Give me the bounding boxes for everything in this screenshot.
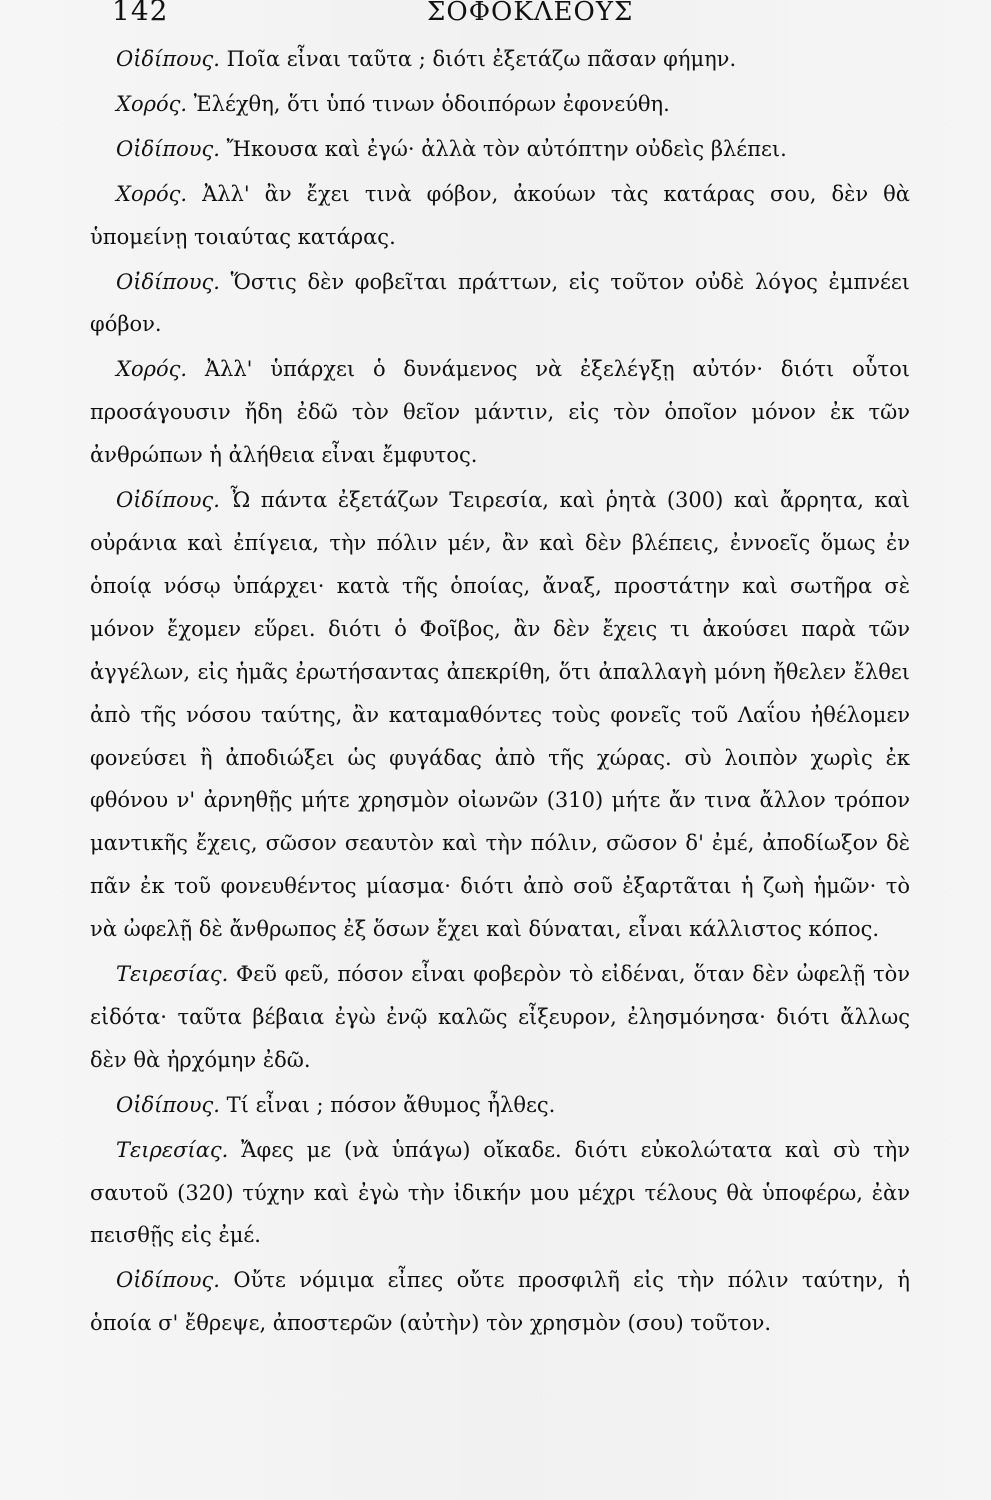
speech-text: Ἐλέχθη, ὅτι ὑπό τινων ὁδοιπόρων ἐφονεύθη. <box>193 91 670 116</box>
speech-text: Φεῦ φεῦ, πόσον εἶναι φοβερὸν τὸ εἰδέναι, ὅταν δὲν ὠφελῇ τὸν εἰδότα· ταῦτα βέβαια ἐγὼ ἐνῷ καλῶς εἶξευρον, ἐλησμόνησα· διότι ἄλλως δὲν θὰ ἠρχόμην ἐδῶ. <box>90 962 910 1072</box>
speech-text: Ποῖα εἶναι ταῦτα ; διότι ἐξετάζω πᾶσαν φήμην. <box>226 47 737 71</box>
speaker-name: Οἰδίπους. <box>116 47 220 71</box>
speaker-name: Χορός. <box>116 91 188 116</box>
speaker-name: Οἰδίπους. <box>116 136 220 161</box>
page-number: 142 <box>112 0 169 27</box>
dialogue-paragraph <box>90 479 910 951</box>
page-header <box>0 0 991 40</box>
speech-text: Ἀλλ' ἂν ἔχει τινὰ φόβον, ἀκούων τὰς κατάρας σου, δὲν θὰ ὑπομείνῃ τοιαύτας κατάρας. <box>90 181 910 249</box>
speaker-name: Οἰδίπους. <box>116 1268 220 1293</box>
speaker-name: Οἰδίπους. <box>116 1092 220 1117</box>
dialogue-paragraph <box>90 1259 910 1345</box>
dialogue-paragraph <box>90 173 910 259</box>
speech-text: Ἄφες με (νὰ ὑπάγω) οἴκαδε. διότι εὐκολώτατα καὶ σὺ τὴν σαυτοῦ (320) τύχην καὶ ἐγὼ τὴν ἰδικήν μου μέχρι τέλους θὰ ὑποφέρω, ἐὰν πεισθῇς εἰς ἐμέ. <box>90 1137 911 1248</box>
dialogue-paragraph <box>90 128 910 171</box>
speaker-name: Χορός. <box>116 181 188 206</box>
speech-text: Ὦ πάντα ἐξετάζων Τειρεσία, καὶ ῥητὰ (300) καὶ ἄρρητα, καὶ οὐράνια καὶ ἐπίγεια, τὴν πόλιν μέν, ἂν καὶ δὲν βλέπεις, ἐννοεῖς ὅμως ἐν ὁποίᾳ νόσῳ ὑπάρχει· κατὰ τῆς ὁποίας, ἄναξ, προστάτην καὶ σωτῆρα σὲ μόνον ἔχομεν εὕρει. διότι ὁ Φοῖβος, ἂν δὲν ἔχεις τι ἀκούσει παρὰ τῶν ἀγγέλων, εἰς ἡμᾶς ἐρωτήσαντας ἀπεκρίθη, ὅτι ἀπαλλαγὴ μόνη ἤθελεν ἔλθει ἀπὸ τῆς νόσου ταύτης, ἂν καταμαθόντες τοὺς φονεῖς τοῦ Λαΐου ἠθέλομεν φονεύσει ἢ ἀποδιώξει ὡς φυγάδας ἀπὸ τῆς χώρας. σὺ λοιπὸν χωρὶς ἐκ φθόνου ν' ἀρνηθῇς μήτε χρησμὸν οἰωνῶν (310) μήτε ἄν τινα ἄλλον τρόπον μαντικῆς ἔχεις, σῶσον σεαυτὸν καὶ τὴν πόλιν, σῶσον δ' ἐμέ, ἀποδίωξον δὲ πᾶν ἐκ τοῦ φονευθέντος μίασμα· διότι ἀπὸ σοῦ ἐξαρτᾶται ἡ ζωὴ ἡμῶν· τὸ νὰ ὠφελῇ δὲ ἄνθρωπος ἐξ ὅσων ἔχει καὶ δύναται, εἶναι κάλλιστος κόπος. <box>90 488 910 942</box>
dialogue-paragraph <box>90 83 910 126</box>
speaker-name: Χορός. <box>116 357 188 382</box>
dialogue-paragraph <box>90 348 910 477</box>
speech-text: Ὅστις δὲν φοβεῖται πράττων, εἰς τοῦτον οὐδὲ λόγος ἐμπνέει φόβον. <box>90 269 910 337</box>
speech-text: Οὔτε νόμιμα εἶπες οὔτε προσφιλῆ εἰς τὴν πόλιν ταύτην, ἡ ὁποία σ' ἔθρεψε, ἀποστερῶν (αὐτὴν) τὸν χρησμὸν (σου) τοῦτον. <box>90 1268 910 1336</box>
speech-text: Τί εἶναι ; πόσον ἄθυμος ἦλθες. <box>226 1092 556 1117</box>
running-head: ΣΟΦΟΚΛΕΟΥΣ <box>427 0 634 27</box>
dialogue-paragraph <box>90 953 910 1082</box>
speaker-name: Τειρεσίας. <box>116 1137 229 1162</box>
dialogue-text <box>90 38 910 1347</box>
dialogue-paragraph <box>90 1084 910 1127</box>
dialogue-paragraph <box>90 38 910 81</box>
speaker-name: Οἰδίπους. <box>116 488 220 513</box>
dialogue-paragraph <box>90 261 910 347</box>
dialogue-paragraph <box>90 1129 910 1258</box>
speech-text: Ἀλλ' ὑπάρχει ὁ δυνάμενος νὰ ἐξελέγξῃ αὐτόν· διότι οὗτοι προσάγουσιν ἤδη ἐδῶ τὸν θεῖον μάντιν, εἰς τὸν ὁποῖον μόνον ἐκ τῶν ἀνθρώπων ἡ ἀλήθεια εἶναι ἔμφυτος. <box>90 357 910 468</box>
speaker-name: Οἰδίπους. <box>116 269 220 294</box>
speech-text: Ἤκουσα καὶ ἐγώ· ἀλλὰ τὸν αὐτόπτην οὐδεὶς βλέπει. <box>226 136 787 161</box>
speaker-name: Τειρεσίας. <box>116 962 229 987</box>
